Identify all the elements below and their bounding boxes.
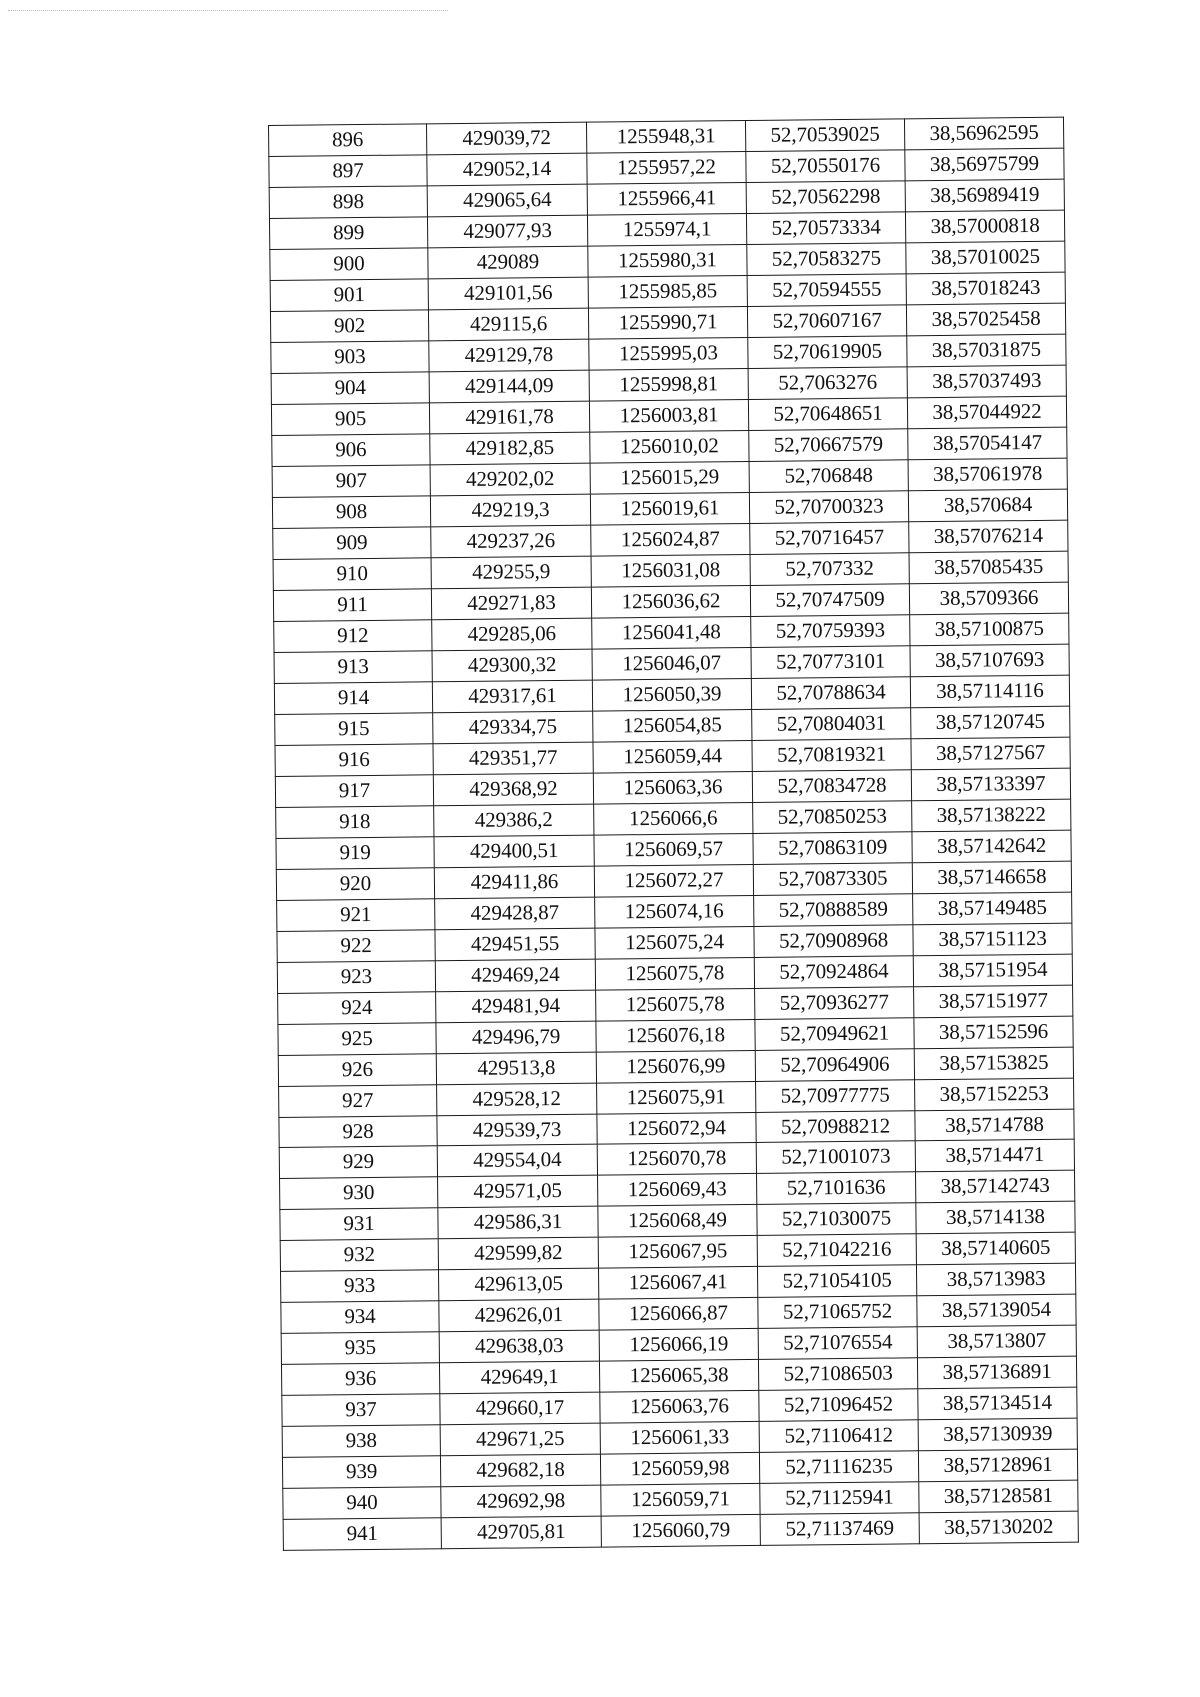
- longitude-cell: 38,57025458: [906, 303, 1065, 336]
- point-number-cell: 933: [281, 1270, 439, 1303]
- point-number-cell: 935: [281, 1332, 439, 1365]
- longitude-cell: 38,57120745: [911, 706, 1070, 739]
- point-number-cell: 897: [269, 155, 427, 188]
- longitude-cell: 38,5714471: [915, 1140, 1074, 1173]
- point-number-cell: 916: [275, 743, 433, 776]
- longitude-cell: 38,57127567: [911, 737, 1070, 770]
- longitude-cell: 38,57128961: [918, 1449, 1077, 1482]
- latitude-cell: 52,70908968: [754, 924, 913, 957]
- point-number-cell: 937: [282, 1394, 440, 1427]
- latitude-cell: 52,70988212: [756, 1110, 915, 1143]
- y-coordinate-cell: 1255948,31: [586, 120, 745, 153]
- latitude-cell: 52,70759393: [751, 615, 910, 648]
- longitude-cell: 38,57100875: [910, 613, 1069, 646]
- longitude-cell: 38,56975799: [905, 148, 1064, 181]
- longitude-cell: 38,57128581: [919, 1480, 1078, 1513]
- x-coordinate-cell: 429649,1: [439, 1361, 599, 1394]
- y-coordinate-cell: 1256069,43: [598, 1174, 757, 1207]
- y-coordinate-cell: 1256059,44: [593, 740, 752, 773]
- x-coordinate-cell: 429586,31: [438, 1207, 598, 1240]
- latitude-cell: 52,71076554: [758, 1327, 917, 1360]
- latitude-cell: 52,71065752: [758, 1296, 917, 1329]
- latitude-cell: 52,70834728: [752, 769, 911, 802]
- x-coordinate-cell: 429411,86: [434, 866, 594, 899]
- point-number-cell: 928: [279, 1115, 437, 1148]
- x-coordinate-cell: 429144,09: [429, 370, 589, 403]
- y-coordinate-cell: 1256075,78: [595, 957, 754, 990]
- x-coordinate-cell: 429182,85: [430, 432, 590, 465]
- x-coordinate-cell: 429528,12: [437, 1083, 597, 1116]
- longitude-cell: 38,57153825: [914, 1047, 1073, 1080]
- point-number-cell: 904: [271, 372, 429, 405]
- y-coordinate-cell: 1256046,07: [592, 647, 751, 680]
- x-coordinate-cell: 429089: [428, 246, 588, 279]
- x-coordinate-cell: 429451,55: [435, 928, 595, 961]
- y-coordinate-cell: 1256054,85: [593, 709, 752, 742]
- latitude-cell: 52,70562298: [746, 181, 905, 214]
- latitude-cell: 52,70648651: [748, 398, 907, 431]
- longitude-cell: 38,57136891: [917, 1356, 1076, 1389]
- y-coordinate-cell: 1256059,71: [601, 1484, 760, 1517]
- y-coordinate-cell: 1256061,33: [600, 1422, 759, 1455]
- latitude-cell: 52,70747509: [750, 584, 909, 617]
- y-coordinate-cell: 1255995,03: [589, 337, 748, 370]
- latitude-cell: 52,70936277: [755, 986, 914, 1019]
- longitude-cell: 38,57037493: [907, 365, 1066, 398]
- point-number-cell: 931: [280, 1208, 438, 1241]
- point-number-cell: 941: [283, 1518, 441, 1551]
- latitude-cell: 52,70863109: [753, 831, 912, 864]
- longitude-cell: 38,5713807: [917, 1325, 1076, 1358]
- x-coordinate-cell: 429334,75: [433, 711, 593, 744]
- coordinates-table: [268, 117, 1079, 1552]
- point-number-cell: 900: [270, 248, 428, 281]
- y-coordinate-cell: 1256067,95: [598, 1236, 757, 1269]
- longitude-cell: 38,57151954: [913, 954, 1072, 987]
- y-coordinate-cell: 1256066,19: [599, 1329, 758, 1362]
- y-coordinate-cell: 1256059,98: [600, 1453, 759, 1486]
- latitude-cell: 52,70550176: [746, 150, 905, 183]
- point-number-cell: 903: [271, 341, 429, 374]
- longitude-cell: 38,57061978: [908, 458, 1067, 491]
- x-coordinate-cell: 429065,64: [427, 184, 587, 217]
- longitude-cell: 38,57152253: [915, 1078, 1074, 1111]
- latitude-cell: 52,70573334: [746, 212, 905, 245]
- point-number-cell: 926: [278, 1053, 436, 1086]
- longitude-cell: 38,57142743: [916, 1171, 1075, 1204]
- latitude-cell: 52,7063276: [748, 367, 907, 400]
- point-number-cell: 908: [272, 496, 430, 529]
- longitude-cell: 38,57133397: [911, 768, 1070, 801]
- latitude-cell: 52,70873305: [753, 862, 912, 895]
- y-coordinate-cell: 1256066,6: [594, 802, 753, 835]
- y-coordinate-cell: 1256050,39: [592, 678, 751, 711]
- x-coordinate-cell: 429202,02: [430, 463, 590, 496]
- longitude-cell: 38,57018243: [906, 272, 1065, 305]
- latitude-cell: 52,71030075: [757, 1203, 916, 1236]
- longitude-cell: 38,57134514: [918, 1387, 1077, 1420]
- point-number-cell: 912: [274, 620, 432, 653]
- point-number-cell: 930: [280, 1177, 438, 1210]
- point-number-cell: 921: [277, 898, 435, 931]
- x-coordinate-cell: 429638,03: [439, 1330, 599, 1363]
- latitude-cell: 52,7101636: [757, 1172, 916, 1205]
- x-coordinate-cell: 429626,01: [439, 1300, 599, 1333]
- point-number-cell: 913: [274, 651, 432, 684]
- coordinates-table-body: [269, 117, 1079, 1551]
- latitude-cell: 52,71054105: [757, 1265, 916, 1298]
- longitude-cell: 38,57130939: [918, 1418, 1077, 1451]
- y-coordinate-cell: 1256072,27: [594, 864, 753, 897]
- longitude-cell: 38,57140605: [916, 1233, 1075, 1266]
- x-coordinate-cell: 429386,2: [434, 804, 594, 837]
- y-coordinate-cell: 1256068,49: [598, 1205, 757, 1238]
- y-coordinate-cell: 1256031,08: [591, 554, 750, 587]
- x-coordinate-cell: 429571,05: [438, 1176, 598, 1209]
- longitude-cell: 38,570684: [908, 489, 1067, 522]
- latitude-cell: 52,70924864: [754, 955, 913, 988]
- longitude-cell: 38,57139054: [917, 1295, 1076, 1328]
- point-number-cell: 911: [273, 589, 431, 622]
- x-coordinate-cell: 429671,25: [440, 1423, 600, 1456]
- latitude-cell: 52,70977775: [756, 1079, 915, 1112]
- x-coordinate-cell: 429317,61: [432, 680, 592, 713]
- longitude-cell: 38,56989419: [905, 179, 1064, 212]
- x-coordinate-cell: 429469,24: [435, 959, 595, 992]
- longitude-cell: 38,57152596: [914, 1016, 1073, 1049]
- latitude-cell: 52,71106412: [759, 1420, 918, 1453]
- longitude-cell: 38,57010025: [906, 241, 1065, 274]
- y-coordinate-cell: 1256075,24: [595, 926, 754, 959]
- point-number-cell: 940: [283, 1487, 441, 1520]
- latitude-cell: 52,70788634: [751, 677, 910, 710]
- point-number-cell: 905: [271, 403, 429, 436]
- point-number-cell: 902: [270, 310, 428, 343]
- y-coordinate-cell: 1255980,31: [588, 244, 747, 277]
- x-coordinate-cell: 429219,3: [430, 494, 590, 527]
- x-coordinate-cell: 429351,77: [433, 742, 593, 775]
- latitude-cell: 52,71086503: [758, 1358, 917, 1391]
- latitude-cell: 52,70949621: [755, 1017, 914, 1050]
- y-coordinate-cell: 1256024,87: [591, 523, 750, 556]
- x-coordinate-cell: 429481,94: [436, 990, 596, 1023]
- x-coordinate-cell: 429513,8: [436, 1052, 596, 1085]
- x-coordinate-cell: 429039,72: [426, 122, 586, 155]
- point-number-cell: 915: [275, 713, 433, 746]
- point-number-cell: 907: [272, 465, 430, 498]
- y-coordinate-cell: 1256076,99: [596, 1050, 755, 1083]
- y-coordinate-cell: 1255998,81: [589, 368, 748, 401]
- x-coordinate-cell: 429115,6: [428, 308, 588, 341]
- point-number-cell: 924: [278, 991, 436, 1024]
- latitude-cell: 52,707332: [750, 553, 909, 586]
- y-coordinate-cell: 1256003,81: [589, 399, 748, 432]
- y-coordinate-cell: 1256063,36: [593, 771, 752, 804]
- longitude-cell: 38,5714788: [915, 1109, 1074, 1142]
- y-coordinate-cell: 1256070,78: [597, 1143, 756, 1176]
- point-number-cell: 917: [275, 774, 433, 807]
- x-coordinate-cell: 429368,92: [433, 773, 593, 806]
- longitude-cell: 38,57138222: [912, 799, 1071, 832]
- longitude-cell: 38,57151977: [914, 985, 1073, 1018]
- y-coordinate-cell: 1255990,71: [588, 306, 747, 339]
- longitude-cell: 38,57130202: [919, 1511, 1078, 1544]
- longitude-cell: 38,57149485: [913, 892, 1072, 925]
- point-number-cell: 898: [269, 186, 427, 219]
- x-coordinate-cell: 429271,83: [431, 587, 591, 620]
- latitude-cell: 52,71137469: [760, 1513, 919, 1546]
- point-number-cell: 938: [282, 1425, 440, 1458]
- latitude-cell: 52,70700323: [749, 491, 908, 524]
- point-number-cell: 932: [280, 1239, 438, 1272]
- longitude-cell: 38,57076214: [909, 520, 1068, 553]
- longitude-cell: 38,5714138: [916, 1202, 1075, 1235]
- point-number-cell: 934: [281, 1301, 439, 1334]
- x-coordinate-cell: 429554,04: [437, 1145, 597, 1178]
- point-number-cell: 901: [270, 279, 428, 312]
- y-coordinate-cell: 1256067,41: [598, 1267, 757, 1300]
- y-coordinate-cell: 1256041,48: [592, 616, 751, 649]
- point-number-cell: 925: [278, 1022, 436, 1055]
- x-coordinate-cell: 429237,26: [431, 525, 591, 558]
- point-number-cell: 909: [273, 527, 431, 560]
- latitude-cell: 52,706848: [749, 460, 908, 493]
- x-coordinate-cell: 429539,73: [437, 1114, 597, 1147]
- point-number-cell: 922: [277, 929, 435, 962]
- latitude-cell: 52,70667579: [749, 429, 908, 462]
- x-coordinate-cell: 429255,9: [431, 556, 591, 589]
- longitude-cell: 38,56962595: [904, 117, 1063, 150]
- y-coordinate-cell: 1256010,02: [590, 430, 749, 463]
- x-coordinate-cell: 429285,06: [432, 618, 592, 651]
- latitude-cell: 52,71125941: [760, 1482, 919, 1515]
- x-coordinate-cell: 429052,14: [427, 153, 587, 186]
- latitude-cell: 52,70964906: [755, 1048, 914, 1081]
- x-coordinate-cell: 429599,82: [438, 1238, 598, 1271]
- y-coordinate-cell: 1255985,85: [588, 275, 747, 308]
- longitude-cell: 38,57000818: [905, 210, 1064, 243]
- point-number-cell: 939: [282, 1456, 440, 1489]
- x-coordinate-cell: 429400,51: [434, 835, 594, 868]
- point-number-cell: 936: [281, 1363, 439, 1396]
- x-coordinate-cell: 429613,05: [439, 1269, 599, 1302]
- x-coordinate-cell: 429300,32: [432, 649, 592, 682]
- y-coordinate-cell: 1256063,76: [600, 1391, 759, 1424]
- y-coordinate-cell: 1255966,41: [587, 182, 746, 215]
- y-coordinate-cell: 1256060,79: [601, 1515, 760, 1548]
- longitude-cell: 38,57031875: [907, 334, 1066, 367]
- x-coordinate-cell: 429682,18: [440, 1454, 600, 1487]
- latitude-cell: 52,70594555: [747, 274, 906, 307]
- y-coordinate-cell: 1256065,38: [599, 1360, 758, 1393]
- longitude-cell: 38,57107693: [910, 644, 1069, 677]
- longitude-cell: 38,5709366: [909, 582, 1068, 615]
- longitude-cell: 38,5713983: [916, 1264, 1075, 1297]
- point-number-cell: 914: [274, 682, 432, 715]
- x-coordinate-cell: 429496,79: [436, 1021, 596, 1054]
- latitude-cell: 52,70773101: [751, 646, 910, 679]
- x-coordinate-cell: 429161,78: [429, 401, 589, 434]
- point-number-cell: 918: [276, 805, 434, 838]
- latitude-cell: 52,70888589: [754, 893, 913, 926]
- point-number-cell: 919: [276, 836, 434, 869]
- latitude-cell: 52,70804031: [752, 708, 911, 741]
- y-coordinate-cell: 1256075,78: [596, 988, 755, 1021]
- longitude-cell: 38,57044922: [907, 396, 1066, 429]
- point-number-cell: 927: [279, 1084, 437, 1117]
- point-number-cell: 923: [277, 960, 435, 993]
- y-coordinate-cell: 1256019,61: [590, 492, 749, 525]
- y-coordinate-cell: 1256069,57: [594, 833, 753, 866]
- latitude-cell: 52,70539025: [745, 119, 904, 152]
- y-coordinate-cell: 1255957,22: [587, 151, 746, 184]
- latitude-cell: 52,70819321: [752, 738, 911, 771]
- x-coordinate-cell: 429692,98: [441, 1485, 601, 1518]
- latitude-cell: 52,71096452: [759, 1389, 918, 1422]
- point-number-cell: 929: [279, 1146, 437, 1179]
- x-coordinate-cell: 429077,93: [427, 215, 587, 248]
- x-coordinate-cell: 429101,56: [428, 277, 588, 310]
- latitude-cell: 52,71042216: [757, 1234, 916, 1267]
- y-coordinate-cell: 1256015,29: [590, 461, 749, 494]
- y-coordinate-cell: 1256036,62: [591, 585, 750, 618]
- y-coordinate-cell: 1256072,94: [597, 1112, 756, 1145]
- y-coordinate-cell: 1255974,1: [587, 213, 746, 246]
- latitude-cell: 52,71001073: [756, 1141, 915, 1174]
- point-number-cell: 910: [273, 558, 431, 591]
- y-coordinate-cell: 1256075,91: [597, 1081, 756, 1114]
- point-number-cell: 899: [269, 217, 427, 250]
- longitude-cell: 38,57085435: [909, 551, 1068, 584]
- longitude-cell: 38,57146658: [912, 861, 1071, 894]
- scan-edge-line: [8, 10, 448, 11]
- latitude-cell: 52,71116235: [759, 1451, 918, 1484]
- point-number-cell: 896: [269, 124, 427, 157]
- longitude-cell: 38,57142642: [912, 830, 1071, 863]
- longitude-cell: 38,57151123: [913, 923, 1072, 956]
- x-coordinate-cell: 429660,17: [440, 1392, 600, 1425]
- y-coordinate-cell: 1256076,18: [596, 1019, 755, 1052]
- latitude-cell: 52,70716457: [750, 522, 909, 555]
- point-number-cell: 920: [276, 867, 434, 900]
- latitude-cell: 52,70583275: [747, 243, 906, 276]
- y-coordinate-cell: 1256066,87: [599, 1298, 758, 1331]
- latitude-cell: 52,70850253: [753, 800, 912, 833]
- x-coordinate-cell: 429129,78: [429, 339, 589, 372]
- latitude-cell: 52,70619905: [748, 336, 907, 369]
- x-coordinate-cell: 429705,81: [441, 1516, 601, 1549]
- point-number-cell: 906: [272, 434, 430, 467]
- longitude-cell: 38,57054147: [908, 427, 1067, 460]
- y-coordinate-cell: 1256074,16: [595, 895, 754, 928]
- latitude-cell: 52,70607167: [747, 305, 906, 338]
- longitude-cell: 38,57114116: [910, 675, 1069, 708]
- x-coordinate-cell: 429428,87: [435, 897, 595, 930]
